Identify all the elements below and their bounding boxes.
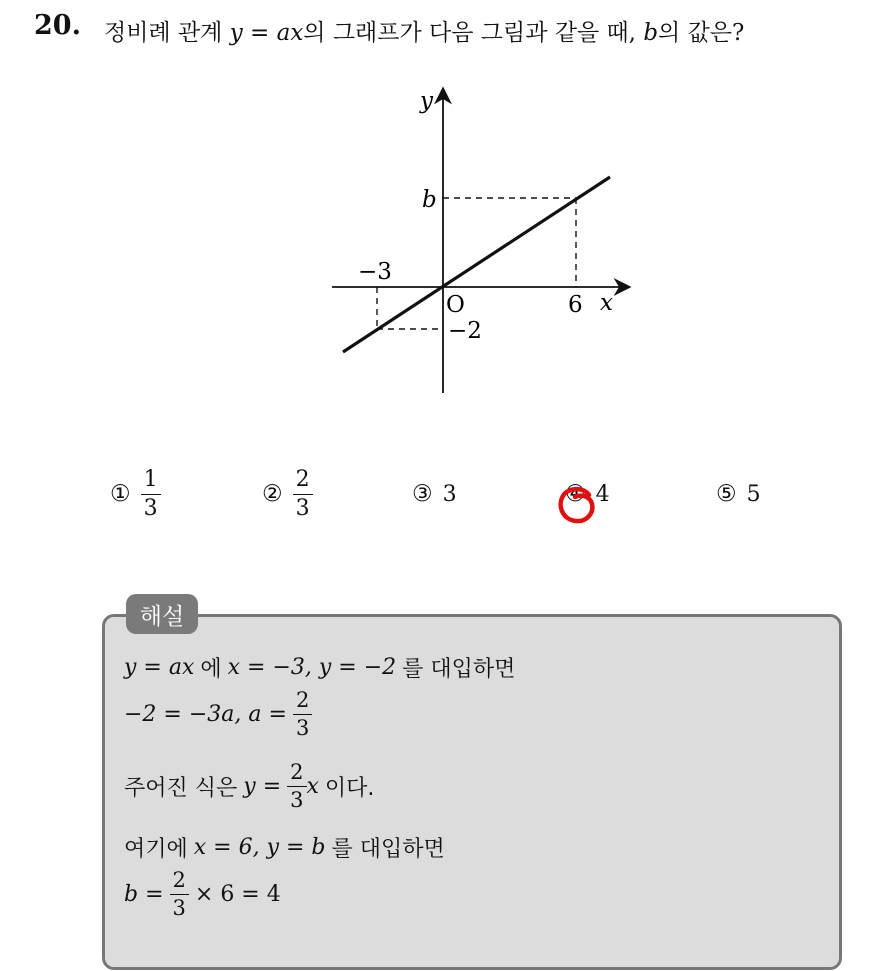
solution-l1-math2: x = −3, y = −2	[227, 655, 397, 680]
six-label: 6	[568, 292, 583, 318]
choice-5-value: 5	[746, 481, 761, 507]
solution-line-4	[124, 832, 451, 863]
choice-5-symbol: ⑤	[716, 481, 737, 507]
solution-l3-fraction	[287, 762, 306, 811]
solution-line-1	[124, 652, 521, 683]
choice-1-numerator: 1	[143, 466, 158, 492]
question-text-1: 정비례 관계	[104, 20, 223, 46]
solution-l2-denominator: 3	[293, 714, 312, 739]
solution-l3-math: y =	[243, 774, 282, 799]
question-number: 20.	[34, 10, 81, 41]
solution-l5-numerator: 2	[172, 868, 186, 892]
linear-graph	[0, 0, 884, 460]
question-var-b: b	[643, 20, 659, 46]
choice-2-symbol: ②	[262, 481, 283, 507]
solution-l3-text: 주어진 식은	[124, 776, 238, 801]
solution-l1-math: y = ax	[124, 655, 195, 680]
question-text-3: 의 값은?	[658, 20, 745, 46]
solution-l2-math: −2 = −3a, a =	[124, 702, 287, 727]
solution-line-5	[124, 870, 287, 919]
y-axis-label: y	[420, 88, 433, 114]
choice-2-numerator: 2	[295, 466, 310, 492]
solution-l3-text2: 이다.	[324, 776, 375, 801]
solution-l1-text2: 를 대입하면	[402, 657, 516, 682]
solution-l2-numerator: 2	[295, 688, 310, 712]
question-text-2: 의 그래프가 다음 그림과 같을 때,	[303, 20, 636, 46]
choice-3-symbol: ③	[412, 481, 433, 507]
choice-4-value: 4	[595, 481, 610, 507]
neg3-label: −3	[358, 259, 392, 285]
choice-1-denominator: 3	[141, 494, 161, 520]
choice-4-symbol: ④	[565, 481, 586, 507]
choice-1[interactable]	[110, 462, 161, 526]
choice-1-symbol: ①	[110, 481, 131, 507]
choice-1-fraction	[141, 466, 161, 521]
question-equation: y = ax	[229, 20, 304, 46]
neg2-label: −2	[448, 318, 482, 344]
solution-l4-math: x = 6, y = b	[193, 835, 326, 860]
solution-l4-text: 여기에	[124, 837, 188, 862]
solution-tag: 해설	[126, 594, 198, 634]
solution-l1-text: 에	[200, 657, 222, 682]
b-label: b	[422, 187, 437, 213]
solution-line-3	[124, 762, 380, 811]
solution-l4-text2: 를 대입하면	[331, 837, 445, 862]
answer-mark-icon	[555, 483, 599, 527]
solution-l5-denominator: 3	[170, 894, 189, 919]
choice-4-symbol-wrap	[565, 481, 596, 507]
solution-l5-fraction	[170, 870, 189, 919]
origin-label: O	[446, 292, 465, 318]
solution-l3-denominator: 3	[287, 786, 306, 811]
solution-l3-math2: x	[306, 774, 319, 799]
choice-5[interactable]	[716, 462, 761, 526]
solution-line-2	[124, 690, 318, 739]
choice-4[interactable]	[565, 462, 610, 526]
x-axis-label: x	[600, 290, 613, 316]
choice-2[interactable]	[262, 462, 313, 526]
solution-l3-numerator: 2	[290, 760, 304, 784]
choice-2-fraction	[293, 466, 313, 521]
solution-l5-math: b =	[124, 882, 164, 907]
choice-3[interactable]	[412, 462, 457, 526]
choice-2-denominator: 3	[293, 494, 313, 520]
solution-l5-math2: × 6 = 4	[194, 882, 281, 907]
solution-l2-fraction	[293, 690, 312, 739]
choice-3-value: 3	[442, 481, 457, 507]
